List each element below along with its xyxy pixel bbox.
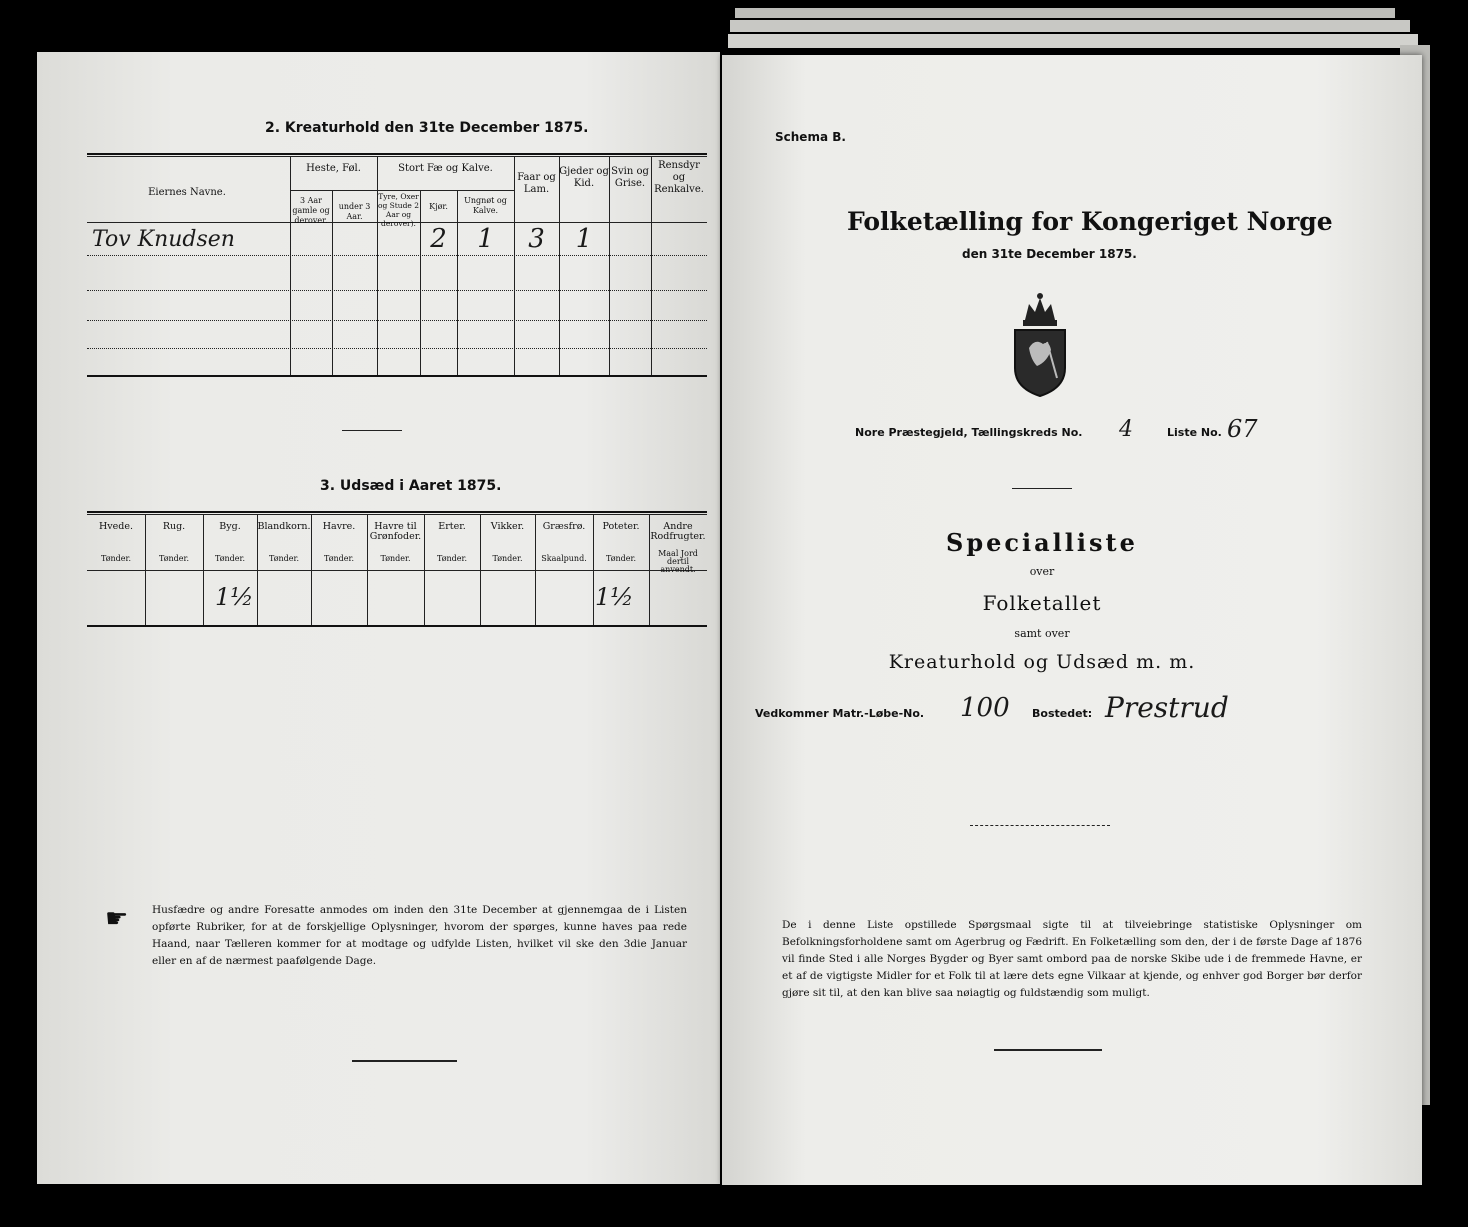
udsaed-col-unit: Tønder. [268,554,300,563]
liste-label: Liste No. [1167,426,1222,439]
udsaed-col-unit: Skaalpund. [541,554,587,563]
udsaed-col-unit: Tønder. [436,554,468,563]
subtitle: den 31te December 1875. [962,247,1137,261]
bosted-label: Bostedet: [1032,707,1093,720]
right-page [722,55,1422,1185]
udsaed-col-unit: Tønder. [323,554,355,563]
udsaed-col-unit: Tønder. [380,554,411,563]
district-label: Nore Præstegjeld, Tællingskreds No. [855,426,1083,439]
divider [1012,488,1072,489]
row1-faar: 3 [528,224,545,254]
udsaed-col-header: Andre Rodfrugter. [650,521,706,542]
udsaed-col-unit: Maal Jord dertil anvendt. [658,549,698,574]
bosted-value: Prestrud [1105,691,1229,724]
udsaed-col-header: Havre til Grønfoder. [369,521,422,542]
coat-of-arms-icon [1005,290,1075,400]
section2-title: 2. Kreaturhold den 31te December 1875. [265,120,589,136]
col-owner-header: Eiernes Navne. [148,187,226,198]
notice-text: Husfædre og andre Foresatte anmodes om inden den 31te December at gjennemgaa de i Listen opførte Rubriker, for at de forskjellige Oplysninger, hvorom der spørges, kunne haves paa rede Haand, naar Tælleren kommer for at modtage og udfylde Listen, hvilket vil ske den 3die Januar eller en af de nærmest paafølgende Dage. [152,904,687,967]
udsaed-col-header: Erter. [438,521,466,532]
col-gjeder-header: Gjeder og Kid. [559,166,609,189]
col-stort-header: Stort Fæ og Kalve. [398,163,493,174]
section3-title: 3. Udsæd i Aaret 1875. [320,478,502,494]
schema-label: Schema B. [775,130,846,144]
udsaed-col-unit: Tønder. [100,554,132,563]
col-stort-c: Ungnøt og Kalve. [464,196,507,215]
matr-no: 100 [960,693,1010,723]
poteter-value: 1½ [595,583,634,611]
row1-owner: Tov Knudsen [92,227,235,252]
udsaed-col-header: Blandkorn. [257,521,311,532]
col-heste-a: 3 Aar gamle og derover. [292,196,330,225]
col-heste-header: Heste, Føl. [306,163,361,174]
page-stack-edge [730,20,1410,32]
samt-over-text: samt over [1014,627,1070,640]
divider [970,825,1110,826]
row1-kjor: 2 [430,224,447,254]
bottom-divider [352,1060,457,1062]
udsaed-col-header: Græsfrø. [542,521,586,532]
udsaed-col-header: Byg. [219,521,241,532]
page-stack-edge [728,34,1418,48]
pointing-hand-icon: ☛ [105,904,129,934]
col-stort-a: Tyre, Oxer og Stude 2 Aar og derover). [377,192,420,228]
footer-text: De i denne Liste opstillede Spørgsmaal sigte til at tilveiebringe statistiske Oplysninger om Befolkningsforholdene samt om Agerbrug og Fædrift. En Folketælling som den, der i de første Dage af 1876 vil finde Sted i alle Norges Bygder og Byer samt ombord paa de norske Skibe ude i de fremmede Havne, er et af de vigtigste Midler for et Folk til at lære dets egne Vilkaar at kjende, og enhver god Borger bør derfor gjøre sit til, at den kan blive saa nøiagtig og fuldstændig som muligt. [782,919,1362,999]
byg-value: 1½ [215,583,254,611]
col-rensdyr-header: Rensdyr og Renkalve. [654,160,704,195]
folketallet-text: Folketallet [982,591,1102,615]
matr-label: Vedkommer Matr.-Løbe-No. [755,707,925,720]
district-no: 4 [1119,417,1133,442]
udsaed-col-header: Vikker. [490,521,525,532]
udsaed-col-unit: Tønder. [214,554,246,563]
page-stack-edge [735,8,1395,18]
col-stort-b: Kjør. [429,202,448,211]
col-faar-header: Faar og Lam. [517,172,556,195]
left-page [37,52,720,1184]
bottom-divider [994,1049,1102,1051]
udsaed-col-unit: Tønder. [158,554,190,563]
udsaed-col-header: Rug. [162,521,186,532]
specialliste-heading: Specialliste [946,528,1138,557]
udsaed-col-unit: Tønder. [605,554,637,563]
col-svin-header: Svin og Grise. [611,166,649,189]
row1-ungnot: 1 [477,224,494,254]
udsaed-col-header: Poteter. [602,521,640,532]
row1-gjeder: 1 [575,224,593,254]
divider [342,430,402,431]
udsaed-col-header: Hvede. [99,521,133,532]
kreaturhold-text: Kreaturhold og Udsæd m. m. [888,651,1196,673]
udsaed-col-unit: Tønder. [492,554,523,563]
col-heste-b: under 3 Aar. [338,202,371,221]
udsaed-col-header: Havre. [322,521,356,532]
over-text: over [1029,565,1055,578]
liste-no: 67 [1227,415,1258,443]
main-title: Folketælling for Kongeriget Norge [847,207,1333,236]
